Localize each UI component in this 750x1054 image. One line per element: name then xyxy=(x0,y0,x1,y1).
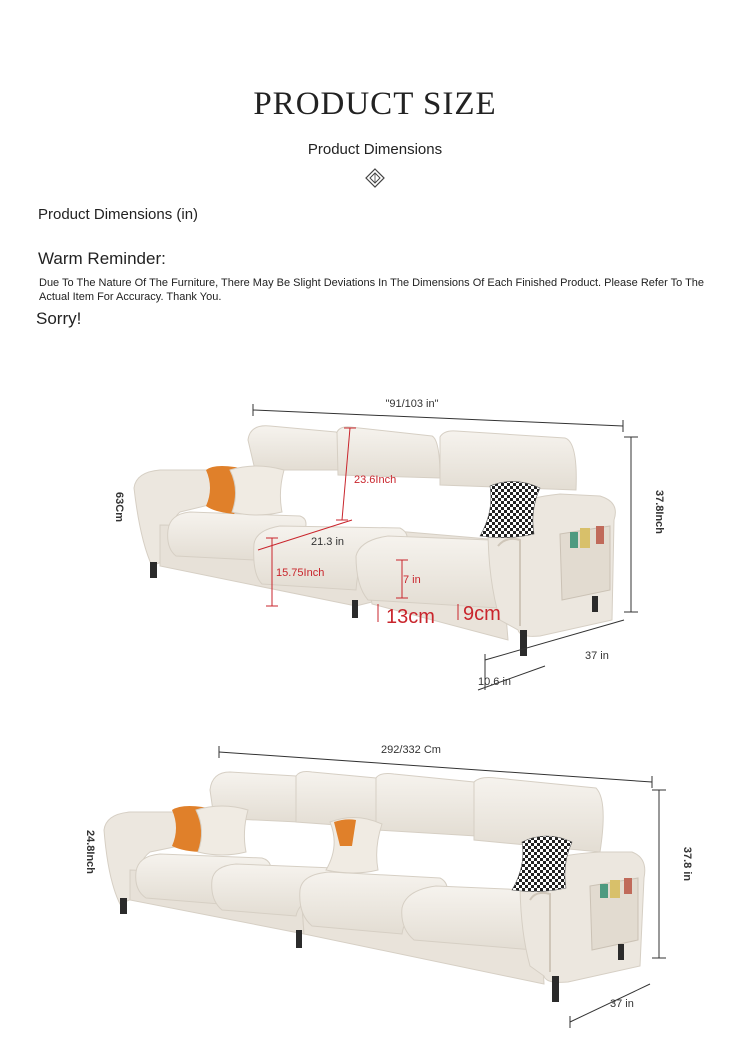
seat-height-label: 15.75Inch xyxy=(276,567,325,579)
reminder-text: Due To The Nature Of The Furniture, There May Be Slight Deviations In The Dimensions Of Each Finished Product. Please Refer To The Actual Item For Accuracy. Thank You. xyxy=(39,277,705,303)
arm-height-label: 63Cm xyxy=(113,492,125,522)
diamond-ornament-icon xyxy=(365,168,385,188)
depth-label: 37 in xyxy=(610,998,634,1010)
leg-height-b-label: 9cm xyxy=(463,603,501,625)
seat-depth-label: 21.3 in xyxy=(311,536,345,548)
sofa-diagram-top xyxy=(0,380,750,700)
sofa-illustration-bottom xyxy=(104,772,645,1003)
depth-label: 37 in xyxy=(585,650,609,662)
sofa-diagram-bottom xyxy=(0,730,750,1050)
back-height-label: 23.6Inch xyxy=(354,474,397,486)
arm-height-label: 24.8Inch xyxy=(84,829,96,875)
dimensions-heading: Product Dimensions (in) xyxy=(38,206,199,223)
sofa-illustration-top xyxy=(134,426,615,656)
leg-height-a-label: 13cm xyxy=(386,606,435,628)
page-subtitle: Product Dimensions xyxy=(307,141,443,158)
overall-height-label: 37.8Inch xyxy=(653,489,665,535)
total-width-label: "91/103 in" xyxy=(385,398,439,410)
arm-width-label: 10.6 in xyxy=(478,676,512,688)
reminder-heading: Warm Reminder: xyxy=(38,249,166,268)
page-title: PRODUCT SIZE xyxy=(253,86,497,122)
total-width-label: 292/332 Cm xyxy=(381,744,441,756)
apology-text: Sorry! xyxy=(36,309,82,328)
overall-height-label: 37.8 in xyxy=(681,846,693,882)
cushion-thickness-label: 7 in xyxy=(403,574,421,586)
